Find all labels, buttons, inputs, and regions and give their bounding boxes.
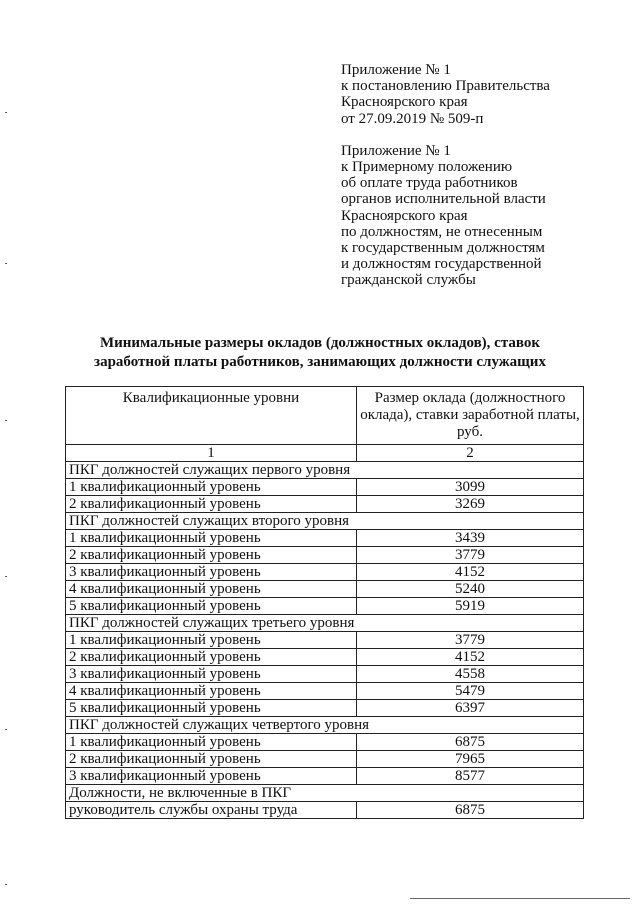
appendix-line: Приложение № 1 [341, 62, 451, 78]
level-name: 4 квалификационный уровень [66, 683, 357, 700]
scan-mark [5, 263, 7, 264]
appendix-line: об оплате труда работников [341, 175, 518, 192]
level-name: 1 квалификационный уровень [66, 632, 357, 649]
salary-table [65, 386, 584, 819]
group-title: Должности, не включенные в ПКГ [66, 785, 584, 802]
table-row [66, 734, 584, 751]
level-name: 3 квалификационный уровень [66, 564, 357, 581]
level-name: 1 квалификационный уровень [66, 530, 357, 547]
document-title [60, 334, 580, 372]
level-name: 3 квалификационный уровень [66, 768, 357, 785]
column-number-row [66, 445, 584, 462]
table-row [66, 700, 584, 717]
table-row [66, 496, 584, 513]
salary-value: 3269 [357, 496, 584, 513]
group-title: ПКГ должностей служащих первого уровня [66, 462, 584, 479]
salary-value: 4558 [357, 666, 584, 683]
level-name: 1 квалификационный уровень [66, 479, 357, 496]
column-number: 2 [357, 445, 584, 462]
group-row [66, 785, 584, 802]
appendix-line: к государственным должностям [341, 240, 545, 257]
table-row [66, 547, 584, 564]
appendix-line: Красноярского края [341, 94, 468, 111]
column-number: 1 [66, 445, 357, 462]
group-title: ПКГ должностей служащих третьего уровня [66, 615, 584, 632]
table-row [66, 598, 584, 615]
salary-value: 6875 [357, 734, 584, 751]
level-name: 5 квалификационный уровень [66, 700, 357, 717]
scan-mark [5, 420, 7, 421]
salary-value: 3439 [357, 530, 584, 547]
level-name: 2 квалификационный уровень [66, 496, 357, 513]
scan-mark [5, 729, 7, 730]
appendix-line: к Примерному положению [341, 159, 513, 176]
table-body [66, 462, 584, 819]
group-row [66, 462, 584, 479]
appendix-line: по должностям, не отнесенным [341, 223, 543, 240]
salary-value: 8577 [357, 768, 584, 785]
appendix-line: Приложение № 1 [341, 142, 451, 159]
appendix-line: от 27.09.2019 № 509-п [341, 110, 484, 127]
group-row [66, 717, 584, 734]
table-row [66, 564, 584, 581]
scan-mark [5, 576, 7, 577]
appendix-line: органов исполнительной власти [341, 191, 546, 208]
appendix-line: к постановлению Правительства [341, 78, 550, 95]
salary-value: 7965 [357, 751, 584, 768]
salary-value: 3779 [357, 632, 584, 649]
salary-value: 4152 [357, 649, 584, 666]
table-row [66, 683, 584, 700]
level-name: 2 квалификационный уровень [66, 547, 357, 564]
level-name: руководитель службы охраны труда [66, 802, 357, 819]
table-row [66, 802, 584, 819]
salary-value: 5240 [357, 581, 584, 598]
salary-value: 4152 [357, 564, 584, 581]
salary-value: 5479 [357, 683, 584, 700]
scan-mark [5, 112, 7, 113]
table-row [66, 530, 584, 547]
column-header-salary: Размер оклада (должностного оклада), ставки заработной платы, руб. [357, 387, 584, 445]
level-name: 4 квалификационный уровень [66, 581, 357, 598]
level-name: 2 квалификационный уровень [66, 751, 357, 768]
salary-value: 6397 [357, 700, 584, 717]
group-row [66, 513, 584, 530]
table-row [66, 666, 584, 683]
salary-value: 6875 [357, 802, 584, 819]
level-name: 2 квалификационный уровень [66, 649, 357, 666]
group-row [66, 615, 584, 632]
level-name: 3 квалификационный уровень [66, 666, 357, 683]
appendix-line: и должностям государственной [341, 256, 542, 273]
table-row [66, 649, 584, 666]
appendix-line: Красноярского края [341, 207, 468, 224]
salary-value: 3779 [357, 547, 584, 564]
title-line: Минимальные размеры окладов (должностных окладов), ставок [99, 335, 541, 351]
group-title: ПКГ должностей служащих второго уровня [66, 513, 584, 530]
group-title: ПКГ должностей служащих четвертого уровня [66, 717, 584, 734]
scan-edge-line [410, 898, 630, 899]
table-row [66, 751, 584, 768]
salary-value: 5919 [357, 598, 584, 615]
table-row [66, 768, 584, 785]
table-row [66, 581, 584, 598]
table-row [66, 632, 584, 649]
title-line: заработной платы работников, занимающих должности служащих [94, 354, 546, 370]
table-row [66, 479, 584, 496]
table-header-row [66, 387, 584, 445]
column-header-levels: Квалификационные уровни [66, 387, 357, 445]
salary-value: 3099 [357, 479, 584, 496]
scan-mark [5, 884, 7, 885]
appendix-line: гражданской службы [341, 272, 476, 289]
appendix-header [341, 62, 621, 289]
level-name: 1 квалификационный уровень [66, 734, 357, 751]
level-name: 5 квалификационный уровень [66, 598, 357, 615]
